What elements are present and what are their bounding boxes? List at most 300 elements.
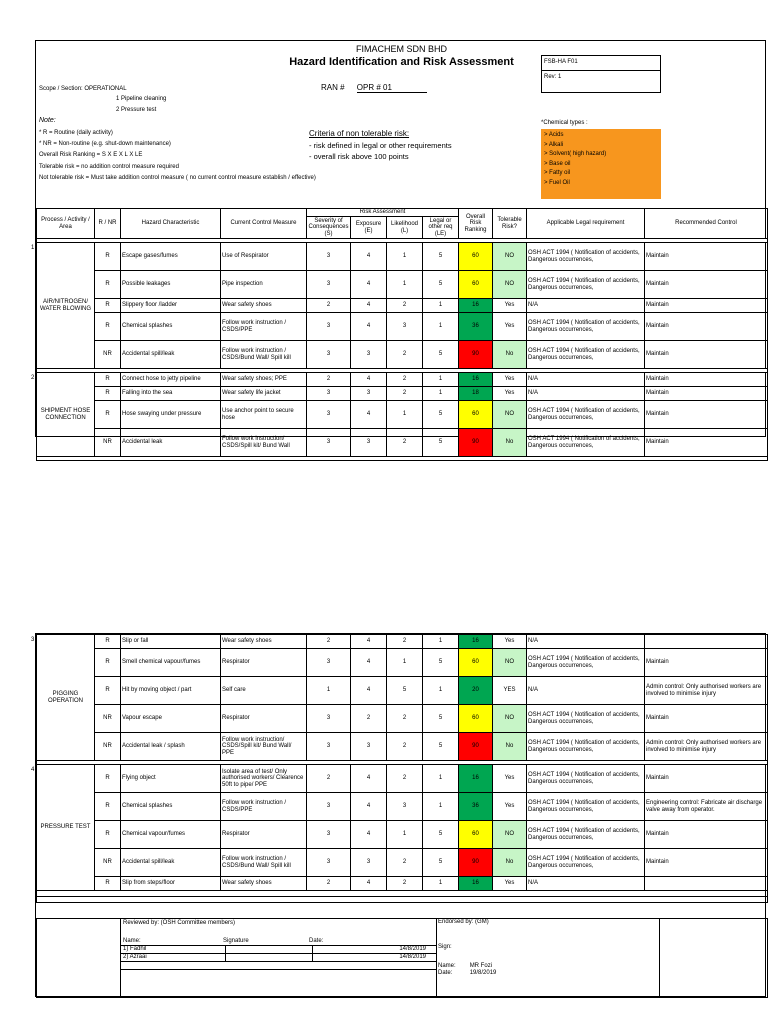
likelihood-cell: 2	[387, 299, 423, 313]
legal-requirement-cell: N/A	[527, 299, 645, 313]
chemical-type: > Base oil	[544, 160, 571, 167]
exposure-cell: 4	[351, 793, 387, 821]
likelihood-cell: 2	[387, 635, 423, 649]
control-cell: Respirator	[221, 705, 307, 733]
exposure-cell: 4	[351, 821, 387, 849]
severity-cell: 3	[307, 793, 351, 821]
table-row	[37, 243, 768, 271]
hazard-cell: Escape gases/fumes	[121, 243, 221, 271]
legal-score-cell: 5	[423, 705, 459, 733]
reviewer-date: 14/8/2019	[399, 946, 427, 952]
exposure-cell: 3	[351, 387, 387, 401]
scope-item-2: 2 Pressure test	[116, 107, 157, 113]
reviewed-by-section	[121, 919, 437, 998]
rnr-cell: R	[95, 373, 121, 387]
recommended-control-cell: Maintain	[645, 341, 768, 369]
table-row	[37, 677, 768, 705]
recommended-control-cell: Maintain	[645, 313, 768, 341]
tolerable-cell: No	[493, 341, 527, 369]
likelihood-cell: 1	[387, 271, 423, 299]
signoff-spacer	[37, 919, 121, 998]
risk-table-page-2	[31, 634, 768, 903]
chemical-type: > Acids	[544, 132, 564, 138]
legal-score-cell: 5	[423, 733, 459, 761]
overall-risk-cell: 36	[459, 313, 493, 341]
overall-risk-cell: 16	[459, 765, 493, 793]
hazard-cell: Accidental leak / splash	[121, 733, 221, 761]
col-recommended: Recommended Control	[645, 209, 768, 239]
col-overall: Overall Risk Ranking	[459, 209, 493, 239]
hazard-cell: Slippery floor /ladder	[121, 299, 221, 313]
overall-risk-cell: 20	[459, 677, 493, 705]
legal-score-cell: 1	[423, 635, 459, 649]
hazard-cell: Accidental leak	[121, 429, 221, 457]
control-cell: Respirator	[221, 821, 307, 849]
legal-requirement-cell: OSH ACT 1994 ( Notification of accidents, Dangerous occurrences,	[527, 313, 645, 341]
exposure-cell: 4	[351, 373, 387, 387]
col-risk-assessment: Risk Assessment	[307, 209, 459, 217]
table-row	[37, 877, 768, 891]
tolerable-cell: Yes	[493, 387, 527, 401]
reviewer-row	[121, 953, 436, 961]
legal-requirement-cell: OSH ACT 1994 ( Notification of accidents, Dangerous occurrences,	[527, 649, 645, 677]
rnr-cell: R	[95, 271, 121, 299]
reviewer-name: 2) Azraai	[121, 954, 226, 961]
severity-cell: 3	[307, 849, 351, 877]
process-number: 4	[31, 767, 35, 773]
legal-score-cell: 1	[423, 373, 459, 387]
gm-date: Date: 19/8/2019	[438, 970, 497, 976]
legal-requirement-cell: N/A	[527, 373, 645, 387]
hazard-cell: Vapour escape	[121, 705, 221, 733]
rnr-cell: R	[95, 765, 121, 793]
legal-score-cell: 1	[423, 765, 459, 793]
tolerable-cell: Yes	[493, 313, 527, 341]
process-name: SHIPMENT HOSE CONNECTION	[40, 408, 91, 421]
severity-cell: 3	[307, 387, 351, 401]
legal-score-cell: 1	[423, 299, 459, 313]
likelihood-cell: 5	[387, 677, 423, 705]
control-cell: Pipe inspection	[221, 271, 307, 299]
control-cell: Respirator	[221, 649, 307, 677]
overall-risk-cell: 16	[459, 373, 493, 387]
recommended-control-cell: Maintain	[645, 387, 768, 401]
col-legal: Legal or other req (LE)	[423, 217, 459, 239]
severity-cell: 3	[307, 733, 351, 761]
control-cell: Wear safety life jacket	[221, 387, 307, 401]
recommended-control-cell: Engineering control: Fabricate air discharge valve away from operator.	[645, 793, 768, 821]
overall-risk-cell: 60	[459, 649, 493, 677]
severity-cell: 2	[307, 299, 351, 313]
control-cell: Self care	[221, 677, 307, 705]
signature-column-label: Signature	[223, 938, 249, 944]
gm-name-value: MR Fozi	[469, 963, 493, 969]
severity-cell: 1	[307, 677, 351, 705]
likelihood-cell: 3	[387, 313, 423, 341]
scope-label: Scope / Section:	[39, 86, 83, 92]
hazard-cell: Falling into the sea	[121, 387, 221, 401]
process-cell	[31, 243, 95, 369]
overall-risk-cell: 90	[459, 849, 493, 877]
overall-risk-cell: 90	[459, 429, 493, 457]
rnr-cell: R	[95, 243, 121, 271]
legal-requirement-cell: N/A	[527, 877, 645, 891]
recommended-control-cell: Maintain	[645, 649, 768, 677]
hazard-cell: Chemical splashes	[121, 313, 221, 341]
legal-score-cell: 1	[423, 313, 459, 341]
tolerable-cell: NO	[493, 243, 527, 271]
legal-requirement-cell: OSH ACT 1994 ( Notification of accidents, Dangerous occurrences,	[527, 705, 645, 733]
overall-risk-cell: 60	[459, 401, 493, 429]
scope-item-1: 1 Pipeline cleaning	[116, 96, 167, 102]
tolerable-cell: Yes	[493, 793, 527, 821]
col-severity: Severity of Consequences (S)	[308, 217, 349, 237]
exposure-cell: 4	[351, 649, 387, 677]
hazard-cell: Hit by moving object / part	[121, 677, 221, 705]
legal-score-cell: 5	[423, 401, 459, 429]
legal-score-cell: 5	[423, 649, 459, 677]
col-hazard: Hazard Characteristic	[121, 209, 221, 239]
overall-risk-cell: 16	[459, 635, 493, 649]
severity-cell: 3	[307, 313, 351, 341]
recommended-control-cell: Maintain	[645, 299, 768, 313]
hazard-cell: Slip or fall	[121, 635, 221, 649]
legal-score-cell: 5	[423, 271, 459, 299]
criteria-item: - risk defined in legal or other requirements	[309, 141, 452, 150]
col-exposure: Exposure (E)	[351, 217, 387, 239]
likelihood-cell: 2	[387, 341, 423, 369]
control-cell: Wear safety shoes	[221, 635, 307, 649]
process-cell	[31, 635, 95, 761]
overall-risk-cell: 90	[459, 733, 493, 761]
table-row	[37, 429, 768, 457]
hazard-cell: Connect hose to jetty pipeline	[121, 373, 221, 387]
likelihood-cell: 2	[387, 429, 423, 457]
revision: Rev: 1	[544, 74, 562, 80]
rnr-cell: R	[95, 677, 121, 705]
chemical-type: > Fatty oil	[544, 170, 571, 176]
table-row	[37, 705, 768, 733]
recommended-control-cell: Admin control: Only authorised workers are involved to minimise injury	[645, 733, 768, 761]
severity-cell: 3	[307, 271, 351, 299]
severity-cell: 2	[307, 373, 351, 387]
likelihood-cell: 1	[387, 821, 423, 849]
legal-score-cell: 5	[423, 821, 459, 849]
process-cell	[31, 373, 95, 457]
overall-risk-cell: 36	[459, 793, 493, 821]
col-legal-req: Applicable Legal requirement	[527, 209, 645, 239]
table-row	[37, 271, 768, 299]
control-cell: Wear safety shoes	[221, 877, 307, 891]
hazard-cell: Chemical vapour/fumes	[121, 821, 221, 849]
legal-requirement-cell: OSH ACT 1994 ( Notification of accidents, Dangerous occurrences,	[527, 243, 645, 271]
legal-requirement-cell: N/A	[527, 635, 645, 649]
legal-requirement-cell: OSH ACT 1994 ( Notification of accidents, Dangerous occurrences,	[527, 849, 645, 877]
exposure-cell: 4	[351, 677, 387, 705]
hazard-cell: Slip from steps/floor	[121, 877, 221, 891]
risk-assessment-sheet-page-2	[31, 633, 766, 997]
legal-requirement-cell: OSH ACT 1994 ( Notification of accidents, Dangerous occurrences,	[527, 401, 645, 429]
hazard-cell: Flying object	[121, 765, 221, 793]
signoff-blank	[660, 919, 768, 998]
endorsed-by-label: Endorsed by: (GM)	[438, 919, 489, 925]
rnr-cell: NR	[95, 849, 121, 877]
note-line: Overall Risk Ranking = S X E X L X LE	[39, 152, 143, 158]
exposure-cell: 3	[351, 429, 387, 457]
tolerable-cell: NO	[493, 705, 527, 733]
recommended-control-cell: Maintain	[645, 373, 768, 387]
recommended-control-cell	[645, 877, 768, 891]
col-control: Current Control Measure	[221, 209, 307, 239]
legal-requirement-cell: OSH ACT 1994 ( Notification of accidents, Dangerous occurrences,	[527, 429, 645, 457]
rnr-cell: R	[95, 793, 121, 821]
risk-assessment-sheet-page-1	[31, 40, 766, 449]
endorsed-by-section	[437, 919, 660, 998]
reviewed-by-label: Reviewed by: (OSH Committee members)	[123, 920, 236, 926]
table-row	[37, 765, 768, 793]
reviewer-date: 14/8/2019	[399, 954, 427, 960]
severity-cell: 3	[307, 401, 351, 429]
process-cell	[31, 765, 95, 891]
tolerable-cell: Yes	[493, 877, 527, 891]
date-column-label: Date:	[309, 938, 324, 944]
rnr-cell: R	[95, 401, 121, 429]
note-line: * R = Routine (daily activity)	[39, 130, 113, 136]
legal-score-cell: 5	[423, 341, 459, 369]
recommended-control-cell	[645, 635, 768, 649]
control-cell: Use anchor point to secure hose	[221, 401, 307, 429]
legal-requirement-cell: OSH ACT 1994 ( Notification of accidents, Dangerous occurrences,	[527, 793, 645, 821]
overall-risk-cell: 60	[459, 821, 493, 849]
legal-requirement-cell: OSH ACT 1994 ( Notification of accidents, Dangerous occurrences,	[527, 821, 645, 849]
rnr-cell: R	[95, 649, 121, 677]
exposure-cell: 4	[351, 299, 387, 313]
table-row	[37, 635, 768, 649]
severity-cell: 3	[307, 649, 351, 677]
tolerable-cell: NO	[493, 271, 527, 299]
exposure-cell: 4	[351, 877, 387, 891]
exposure-cell: 3	[351, 341, 387, 369]
severity-cell: 3	[307, 341, 351, 369]
ran-label: RAN #	[321, 83, 345, 92]
table-row	[37, 299, 768, 313]
criteria-item: - overall risk above 100 points	[309, 152, 409, 161]
control-cell: Follow work instruction/ CSDS/Spill kit/ Bund Wall/ PPE	[221, 733, 307, 761]
chemical-type: > Alkali	[544, 141, 564, 148]
reviewer-row	[121, 945, 436, 953]
exposure-cell: 4	[351, 765, 387, 793]
table-row	[37, 313, 768, 341]
process-number: 2	[31, 375, 35, 381]
process-name: PRESSURE TEST	[40, 824, 91, 831]
tolerable-cell: Yes	[493, 765, 527, 793]
table-row	[37, 649, 768, 677]
overall-risk-cell: 16	[459, 877, 493, 891]
scope-value: OPERATIONAL	[84, 86, 127, 92]
control-cell: Use of Respirator	[221, 243, 307, 271]
likelihood-cell: 2	[387, 387, 423, 401]
chemical-types-title: *Chemical types :	[541, 120, 588, 126]
tolerable-cell: No	[493, 733, 527, 761]
legal-score-cell: 1	[423, 677, 459, 705]
table-row	[37, 821, 768, 849]
rnr-cell: R	[95, 313, 121, 341]
severity-cell: 2	[307, 635, 351, 649]
rnr-cell: R	[95, 821, 121, 849]
reviewer-signature	[226, 946, 313, 953]
recommended-control-cell: Maintain	[645, 705, 768, 733]
exposure-cell: 3	[351, 733, 387, 761]
hazard-cell: Hose swaying under pressure	[121, 401, 221, 429]
likelihood-cell: 1	[387, 401, 423, 429]
legal-score-cell: 5	[423, 243, 459, 271]
ran-value: OPR # 01	[357, 83, 427, 93]
reviewer-signature	[226, 954, 313, 961]
control-cell: Follow work instruction / CSDS/Bund Wall/ Spill kill	[221, 849, 307, 877]
control-cell: Follow work instruction / CSDS/Bund Wall/ Spill kill	[221, 341, 307, 369]
risk-table-page-1	[31, 208, 768, 461]
table-row	[37, 373, 768, 387]
tolerable-cell: Yes	[493, 635, 527, 649]
tolerable-cell: YES	[493, 677, 527, 705]
legal-requirement-cell: N/A	[527, 387, 645, 401]
rnr-cell: R	[95, 387, 121, 401]
scope	[39, 86, 127, 93]
legal-score-cell: 1	[423, 387, 459, 401]
exposure-cell: 4	[351, 243, 387, 271]
exposure-cell: 4	[351, 401, 387, 429]
ran	[321, 83, 427, 93]
document-number: FSB-HA F01	[542, 56, 660, 71]
tolerable-cell: No	[493, 429, 527, 457]
hazard-cell: Chemical splashes	[121, 793, 221, 821]
control-cell: Wear safety shoes; PPE	[221, 373, 307, 387]
recommended-control-cell: Maintain	[645, 765, 768, 793]
likelihood-cell: 1	[387, 649, 423, 677]
severity-cell: 3	[307, 429, 351, 457]
note-line: * NR = Non-routine (e.g. shut-down maintenance)	[39, 141, 171, 147]
legal-score-cell: 1	[423, 793, 459, 821]
rnr-cell: NR	[95, 341, 121, 369]
recommended-control-cell: Maintain	[645, 243, 768, 271]
exposure-cell: 4	[351, 313, 387, 341]
recommended-control-cell: Maintain	[645, 429, 768, 457]
col-tolerable: Tolerable Risk?	[493, 209, 527, 239]
process-name: AIR/NITROGEN/ WATER BLOWING	[40, 299, 91, 312]
recommended-control-cell: Maintain	[645, 271, 768, 299]
hazard-cell: Possible leakages	[121, 271, 221, 299]
company-name: FIMACHEM SDN BHD	[355, 44, 447, 54]
rnr-cell: R	[95, 877, 121, 891]
exposure-cell: 4	[351, 635, 387, 649]
table-row	[37, 401, 768, 429]
tolerable-cell: NO	[493, 821, 527, 849]
likelihood-cell: 2	[387, 849, 423, 877]
col-rnr: R / NR	[95, 209, 121, 239]
legal-score-cell: 5	[423, 849, 459, 877]
recommended-control-cell: Maintain	[645, 401, 768, 429]
chemical-type: > Solvent( high hazard)	[544, 151, 607, 157]
document-number-box	[541, 55, 661, 93]
likelihood-cell: 2	[387, 765, 423, 793]
tolerable-cell: NO	[493, 401, 527, 429]
col-likelihood: Likelihood (L)	[387, 217, 423, 239]
table-row	[37, 733, 768, 761]
control-cell: Follow work instruction/ CSDS/Spill kit/ Bund Wall	[221, 429, 307, 457]
control-cell: Follow work instruction / CSDS/PPE	[221, 793, 307, 821]
severity-cell: 3	[307, 705, 351, 733]
rnr-cell: NR	[95, 429, 121, 457]
note-line: Tolerable risk = no addition control measure required	[39, 164, 179, 170]
reviewer-name: 1) Fadhil	[121, 946, 226, 953]
control-cell: Isolate area of test/ Only authorised workers/ Clearence 50ft to pipe/ PPE	[221, 765, 307, 793]
exposure-cell: 3	[351, 849, 387, 877]
exposure-cell: 4	[351, 271, 387, 299]
exposure-cell: 2	[351, 705, 387, 733]
overall-risk-cell: 90	[459, 341, 493, 369]
likelihood-cell: 2	[387, 733, 423, 761]
table-row	[37, 387, 768, 401]
overall-risk-cell: 60	[459, 243, 493, 271]
gm-name: Name: MR Fozi	[438, 963, 493, 969]
rnr-cell: R	[95, 635, 121, 649]
likelihood-cell: 2	[387, 373, 423, 387]
control-cell: Follow work instruction / CSDS/PPE	[221, 313, 307, 341]
legal-score-cell: 5	[423, 429, 459, 457]
name-column-label: Name:	[123, 938, 141, 944]
hazard-cell: Smell chemical vapour/fumes	[121, 649, 221, 677]
legal-requirement-cell: OSH ACT 1994 ( Notification of accidents, Dangerous occurrences,	[527, 765, 645, 793]
gm-date-value: 19/8/2019	[469, 970, 497, 976]
hazard-cell: Accidental spill/leak	[121, 849, 221, 877]
legal-requirement-cell: OSH ACT 1994 ( Notification of accidents, Dangerous occurrences,	[527, 733, 645, 761]
severity-cell: 3	[307, 243, 351, 271]
table-row	[37, 341, 768, 369]
hazard-cell: Accidental spill/leak	[121, 341, 221, 369]
severity-cell: 2	[307, 765, 351, 793]
tolerable-cell: NO	[493, 649, 527, 677]
legal-requirement-cell: OSH ACT 1994 ( Notification of accidents, Dangerous occurrences,	[527, 341, 645, 369]
note-line: Not tolerable risk = Must take addition control measure ( no current control measure establish / effective)	[39, 175, 316, 181]
rnr-cell: NR	[95, 733, 121, 761]
recommended-control-cell: Admin control: Only authorised workers are involved to minimise injury	[645, 677, 768, 705]
likelihood-cell: 2	[387, 877, 423, 891]
overall-risk-cell: 60	[459, 705, 493, 733]
col-process: Process / Activity / Area	[37, 209, 95, 239]
table-row	[37, 793, 768, 821]
likelihood-cell: 1	[387, 243, 423, 271]
document-title: Hazard Identification and Risk Assessment	[289, 56, 514, 68]
severity-cell: 2	[307, 877, 351, 891]
tolerable-cell: No	[493, 849, 527, 877]
chemical-types-box	[541, 129, 661, 199]
process-number: 3	[31, 637, 35, 643]
likelihood-cell: 3	[387, 793, 423, 821]
criteria-title: Criteria of non tolerable risk:	[309, 129, 410, 138]
signoff-block	[36, 918, 768, 998]
note-title: Note:	[39, 117, 56, 124]
rnr-cell: R	[95, 299, 121, 313]
tolerable-cell: Yes	[493, 373, 527, 387]
overall-risk-cell: 60	[459, 271, 493, 299]
rnr-cell: NR	[95, 705, 121, 733]
overall-risk-cell: 18	[459, 387, 493, 401]
recommended-control-cell: Maintain	[645, 821, 768, 849]
severity-cell: 3	[307, 821, 351, 849]
chemical-type: > Fuel Oil	[544, 179, 570, 186]
tolerable-cell: Yes	[493, 299, 527, 313]
legal-requirement-cell: OSH ACT 1994 ( Notification of accidents, Dangerous occurrences,	[527, 271, 645, 299]
